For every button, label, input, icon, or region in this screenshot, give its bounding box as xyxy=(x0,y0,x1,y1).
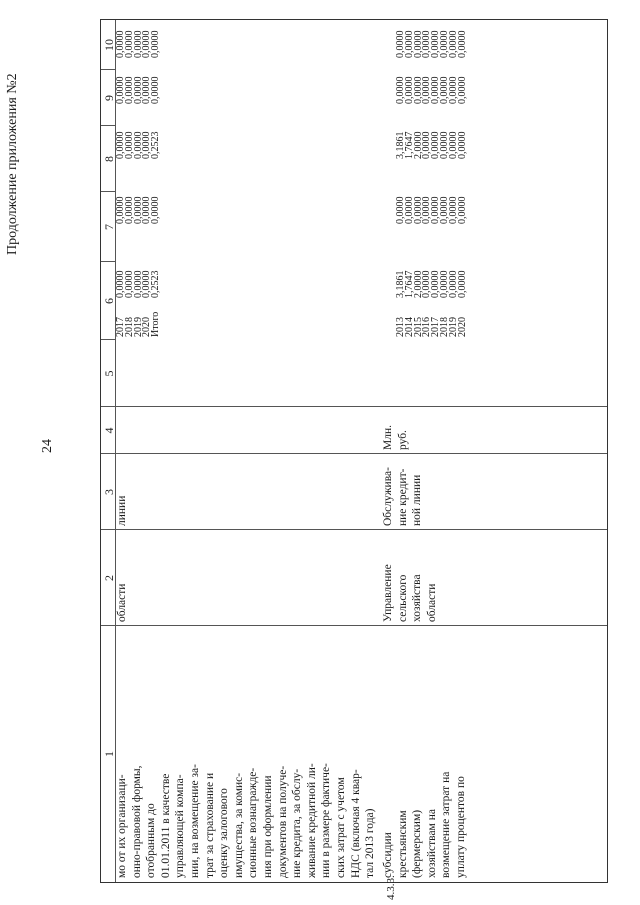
row-a-col7-value: 0,0000 xyxy=(132,196,144,224)
row-b-col7-value: 0,0000 xyxy=(430,196,442,224)
row-a-col7-value: 0,0000 xyxy=(123,196,135,224)
row-b-year: 2013 xyxy=(395,317,406,337)
row-a-col10-value: 0,0000 xyxy=(123,30,135,58)
row-b-col6-value: 0,0000 xyxy=(421,270,433,298)
row-a-desc-line: ния при оформлении xyxy=(261,775,274,878)
row-b-description xyxy=(381,772,469,878)
row-b-col6-value: 2,0000 xyxy=(412,270,424,298)
row-a-col10-value: 0,0000 xyxy=(141,30,153,58)
row-b-item-number: 4.3.3. xyxy=(385,875,397,900)
row-b-col9-value: 0,0000 xyxy=(447,76,459,104)
row-b-year: 2019 xyxy=(447,317,459,337)
row-a-desc-line: ских затрат с учетом xyxy=(334,777,347,878)
row-a-description xyxy=(115,763,378,878)
continuation-title: Продолжение приложения №2 xyxy=(5,73,20,255)
row-a-col9-value: 0,0000 xyxy=(132,76,144,104)
col-divider-3 xyxy=(101,453,607,454)
row-a-col8-value: 0,0000 xyxy=(141,131,153,159)
row-b-col10-value: 0,0000 xyxy=(395,30,406,58)
row-a-desc-line: документов на получе- xyxy=(276,765,289,878)
row-b-col10-value: 0,0000 xyxy=(438,30,450,58)
row-b-unit-line: Млн. xyxy=(382,425,394,450)
row-a-total-label: Итого xyxy=(150,311,162,337)
row-b-col8-value: 0,0000 xyxy=(430,131,442,159)
row-b-desc-line: (фермерским) xyxy=(411,809,424,878)
row-a-desc-line: нии в размере фактиче- xyxy=(320,763,333,878)
row-a-desc-line: оценку залогового xyxy=(218,788,231,878)
row-a-col6-value: 0,2523 xyxy=(150,270,162,298)
row-b-col9-value: 0,0000 xyxy=(456,76,468,104)
row-b-col8-value: 1,7647 xyxy=(403,131,415,159)
row-b-col6 xyxy=(397,271,467,299)
col-header-3: 3 xyxy=(102,489,116,495)
row-b-col8-value: 2,0000 xyxy=(412,131,424,159)
row-b-col10-value: 0,0000 xyxy=(412,30,424,58)
row-a-col10-value: 0,0000 xyxy=(150,30,162,58)
row-a-desc-line: ние кредита, за обслу- xyxy=(291,768,304,878)
row-b-col7-value: 0,0000 xyxy=(438,196,450,224)
row-a-col6-value: 0,0000 xyxy=(115,270,126,298)
col-header-9: 9 xyxy=(102,95,116,101)
row-b-desc-line: хозяйствам на xyxy=(425,809,438,878)
row-b-col10-value: 0,0000 xyxy=(447,30,459,58)
row-b-year: 2017 xyxy=(430,317,442,337)
row-a-desc-line: НДС (включая 4 квар- xyxy=(349,769,362,878)
row-b-unit-line: руб. xyxy=(396,430,409,450)
row-b-col8-value: 0,0000 xyxy=(421,131,433,159)
row-b-col9 xyxy=(397,77,467,105)
row-b-col6-value: 1,7647 xyxy=(403,270,415,298)
row-a-col9-value: 0,0000 xyxy=(150,76,162,104)
row-a-years xyxy=(117,312,161,337)
row-b-col9-value: 0,0000 xyxy=(412,76,424,104)
row-b-col9-value: 0,0000 xyxy=(421,76,433,104)
row-b-executor xyxy=(381,564,439,622)
row-a-desc-line: мо от их организаци- xyxy=(116,774,128,878)
row-a-desc-line: живание кредитной ли- xyxy=(305,763,318,878)
row-b-col9-value: 0,0000 xyxy=(395,76,406,104)
row-b-col10-value: 0,0000 xyxy=(456,30,468,58)
row-b-col10-value: 0,0000 xyxy=(421,30,433,58)
row-a-col7-value: 0,0000 xyxy=(141,196,153,224)
row-a-col9 xyxy=(117,77,161,105)
row-b-year: 2015 xyxy=(412,317,424,337)
row-b-desc-line: субсидии xyxy=(382,832,394,878)
row-b-col6-value: 3,1861 xyxy=(395,270,406,298)
row-b-desc-line: крестьянским xyxy=(396,810,409,878)
row-a-desc-line: управляющей компа- xyxy=(174,774,187,878)
row-a-desc-line: сионные вознагражде- xyxy=(247,767,260,878)
row-a-col9-value: 0,0000 xyxy=(123,76,135,104)
row-a-col8-value: 0,0000 xyxy=(123,131,135,159)
row-b-col10 xyxy=(397,31,467,59)
row-b-col9-value: 0,0000 xyxy=(403,76,415,104)
row-b-col6-value: 0,0000 xyxy=(456,270,468,298)
row-a-desc-line: трат за страхование и xyxy=(203,772,216,878)
col-divider-2 xyxy=(101,529,607,530)
row-a-col9-value: 0,0000 xyxy=(115,76,126,104)
row-a-col7-value: 0,0000 xyxy=(115,196,126,224)
row-b-event-line: ние кредит- xyxy=(396,468,409,526)
col-header-10: 10 xyxy=(102,39,116,51)
row-b-col6-value: 0,0000 xyxy=(438,270,450,298)
col-header-4: 4 xyxy=(102,427,116,434)
row-a-year: 2018 xyxy=(123,317,135,337)
row-a-col6-value: 0,0000 xyxy=(132,270,144,298)
row-a-col9-value: 0,0000 xyxy=(141,76,153,104)
row-a-col10-value: 0,0000 xyxy=(132,30,144,58)
row-a-year: 2017 xyxy=(115,317,126,337)
col-header-2: 2 xyxy=(102,575,116,581)
row-a-col6-value: 0,0000 xyxy=(141,270,153,298)
row-b-executor-line: сельского xyxy=(396,574,409,622)
row-a-col10-value: 0,0000 xyxy=(115,30,126,58)
row-a-desc-line: тал 2013 года) xyxy=(364,808,377,878)
row-b-executor-line: Управление xyxy=(382,564,394,622)
row-b-col9-value: 0,0000 xyxy=(438,76,450,104)
row-a-year: 2019 xyxy=(132,317,144,337)
row-b-col10-value: 0,0000 xyxy=(403,30,415,58)
row-b-col7-value: 0,0000 xyxy=(395,196,406,224)
row-b-col7-value: 0,0000 xyxy=(456,196,468,224)
col-header-1: 1 xyxy=(102,751,116,757)
row-b-executor-line: области xyxy=(425,583,438,622)
row-a-col8-value: 0,0000 xyxy=(132,131,144,159)
row-a-col8-value: 0,2523 xyxy=(150,131,162,159)
row-a-col6-value: 0,0000 xyxy=(123,270,135,298)
row-a-executor: области xyxy=(116,583,128,622)
row-b-col8-value: 0,0000 xyxy=(438,131,450,159)
row-a-desc-line: 01.01.2011 в качестве xyxy=(159,773,172,878)
row-b-col8 xyxy=(397,132,467,160)
row-b-col9-value: 0,0000 xyxy=(430,76,442,104)
row-a-col7 xyxy=(117,197,161,225)
row-a-col7-value: 0,0000 xyxy=(150,196,162,224)
row-b-executor-line: хозяйства xyxy=(411,574,424,622)
row-a-col8 xyxy=(117,132,161,160)
row-b-col6-value: 0,0000 xyxy=(430,270,442,298)
row-b-col6-value: 0,0000 xyxy=(447,270,459,298)
row-b-col8-value: 0,0000 xyxy=(456,131,468,159)
row-b-col10-value: 0,0000 xyxy=(430,30,442,58)
row-b-event-line: Обслужива- xyxy=(382,467,394,526)
page-number: 24 xyxy=(40,439,55,453)
row-a-desc-line: онно-правовой формы, xyxy=(130,765,143,878)
row-a-desc-line: имущества, за комис- xyxy=(232,772,245,878)
col-header-8: 8 xyxy=(102,156,116,162)
row-a-desc-line: нии, на возмещение за- xyxy=(188,764,201,878)
row-a-event: линии xyxy=(116,495,128,526)
col-header-5: 5 xyxy=(102,370,116,377)
row-a-desc-line: отобранным до xyxy=(145,803,158,878)
row-a-col8-value: 0,0000 xyxy=(115,131,126,159)
budget-table xyxy=(100,19,608,900)
row-b-event-line: ной линии xyxy=(411,474,424,526)
col-header-6: 6 xyxy=(102,298,116,304)
row-b-col8-value: 3,1861 xyxy=(395,131,406,159)
row-b-desc-line: уплату процентов по xyxy=(454,776,467,878)
row-b-year: 2016 xyxy=(421,317,433,337)
col-divider-4 xyxy=(101,406,607,407)
row-b-year: 2014 xyxy=(403,317,415,337)
col-divider-1 xyxy=(101,625,607,626)
row-a-col6 xyxy=(117,271,161,299)
row-b-year: 2020 xyxy=(456,317,468,337)
row-b-col7-value: 0,0000 xyxy=(447,196,459,224)
row-b-unit xyxy=(381,425,410,450)
row-b-col7-value: 0,0000 xyxy=(421,196,433,224)
row-b-col8-value: 0,0000 xyxy=(447,131,459,159)
row-b-col7-value: 0,0000 xyxy=(412,196,424,224)
row-b-years xyxy=(397,317,467,337)
row-b-col7-value: 0,0000 xyxy=(403,196,415,224)
row-b-col7 xyxy=(397,197,467,225)
row-a-year: 2020 xyxy=(141,317,153,337)
col-header-7: 7 xyxy=(102,224,116,230)
row-a-col10 xyxy=(117,31,161,59)
row-b-event xyxy=(381,467,425,526)
row-b-desc-line: возмещение затрат на xyxy=(440,771,453,878)
row-b-year: 2018 xyxy=(438,317,450,337)
